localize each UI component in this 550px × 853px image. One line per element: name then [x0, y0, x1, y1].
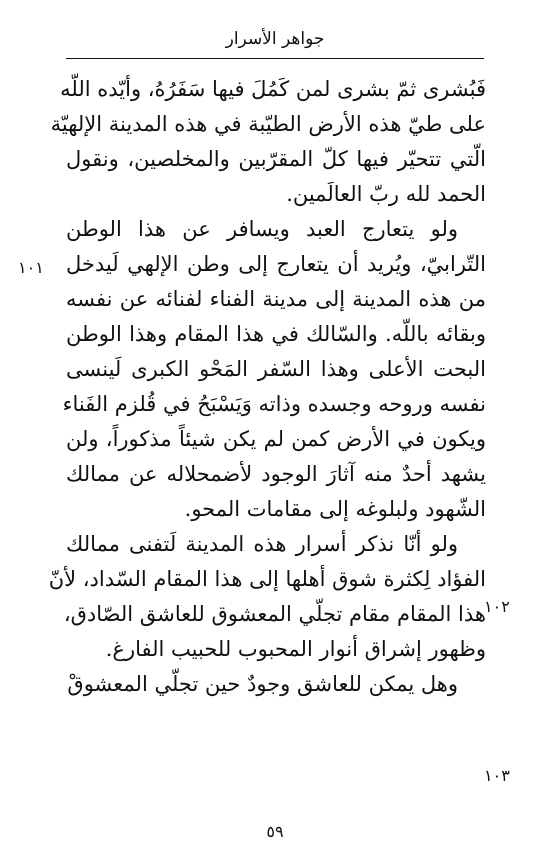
text-line: على طيّ هذه الأرض الطيّبة في هذه المدينة الإلهيّة: [50, 112, 486, 136]
text-line: وظهور إشراق أنوار المحبوب للحبيب الفارغ.: [105, 637, 486, 661]
text-line: وهل يمكن للعاشق وجودٌ حين تجلّي المعشوقْ: [67, 672, 458, 696]
paragraph-number: ١٠٢: [484, 597, 510, 616]
text-line: نفسه وروحه وجسده وذاته وَيَسْبَحُ في قُلزم الفَناء: [62, 392, 486, 416]
text-line: ولو أنّا نذكر أسرار هذه المدينة لَتفنى ممالك: [66, 532, 458, 556]
text-line: الفؤاد لِكثرة شوق أهلها إلى هذا المقام السّداد، لأنّ: [48, 567, 486, 591]
text-line: التّرابيّ، ويُريد أن يتعارج إلى وطن الإلهي لَيدخل: [66, 252, 486, 276]
paragraph-number: ١٠٣: [484, 766, 510, 785]
paragraph-101: [62, 212, 486, 527]
text-line: ويكون في الأرض كمن لم يكن شيئاً مذكوراً، ولن: [66, 427, 486, 451]
text-line: يشهد أحدٌ منه آثارَ الوجود لأضمحلاله عن ممالك: [66, 462, 486, 486]
text-line: ولو يتعارج العبد ويسافر عن هذا الوطن: [66, 217, 458, 241]
text-line: البحت الأعلى وهذا السّفر المَحْو الكبرى لَينسى: [66, 357, 486, 381]
paragraph-103: [66, 667, 486, 702]
running-header: [66, 26, 484, 59]
text-line: هذا المقام مقام تجلّي المعشوق للعاشق الصّادق،: [63, 602, 486, 626]
text-line: وبقائه باللّه. والسّالك في هذا المقام وهذا الوطن: [66, 322, 486, 346]
text-line: من هذه المدينة إلى مدينة الفناء لفنائه عن نفسه: [66, 287, 486, 311]
paragraph-number: ١٠١: [18, 258, 44, 277]
text-line: الّتي تتحيّر فيها كلّ المقرّبين والمخلصين، ونقول: [66, 147, 486, 171]
text-line: فَبُشرى ثمّ بشرى لمن كَمُلَ فيها سَفَرُهُ، وأيّده اللّه: [60, 77, 486, 101]
page-number: ٥٩: [266, 822, 284, 841]
text-line: الحمد لله ربّ العالَمين.: [286, 182, 486, 206]
running-title: جواهر الأسرار: [225, 29, 325, 49]
paragraph-102: [48, 527, 486, 667]
page-body: [48, 72, 486, 702]
text-line: الشّهود ولبلوغه إلى مقامات المحو.: [184, 497, 486, 521]
paragraph-100: [50, 72, 486, 212]
